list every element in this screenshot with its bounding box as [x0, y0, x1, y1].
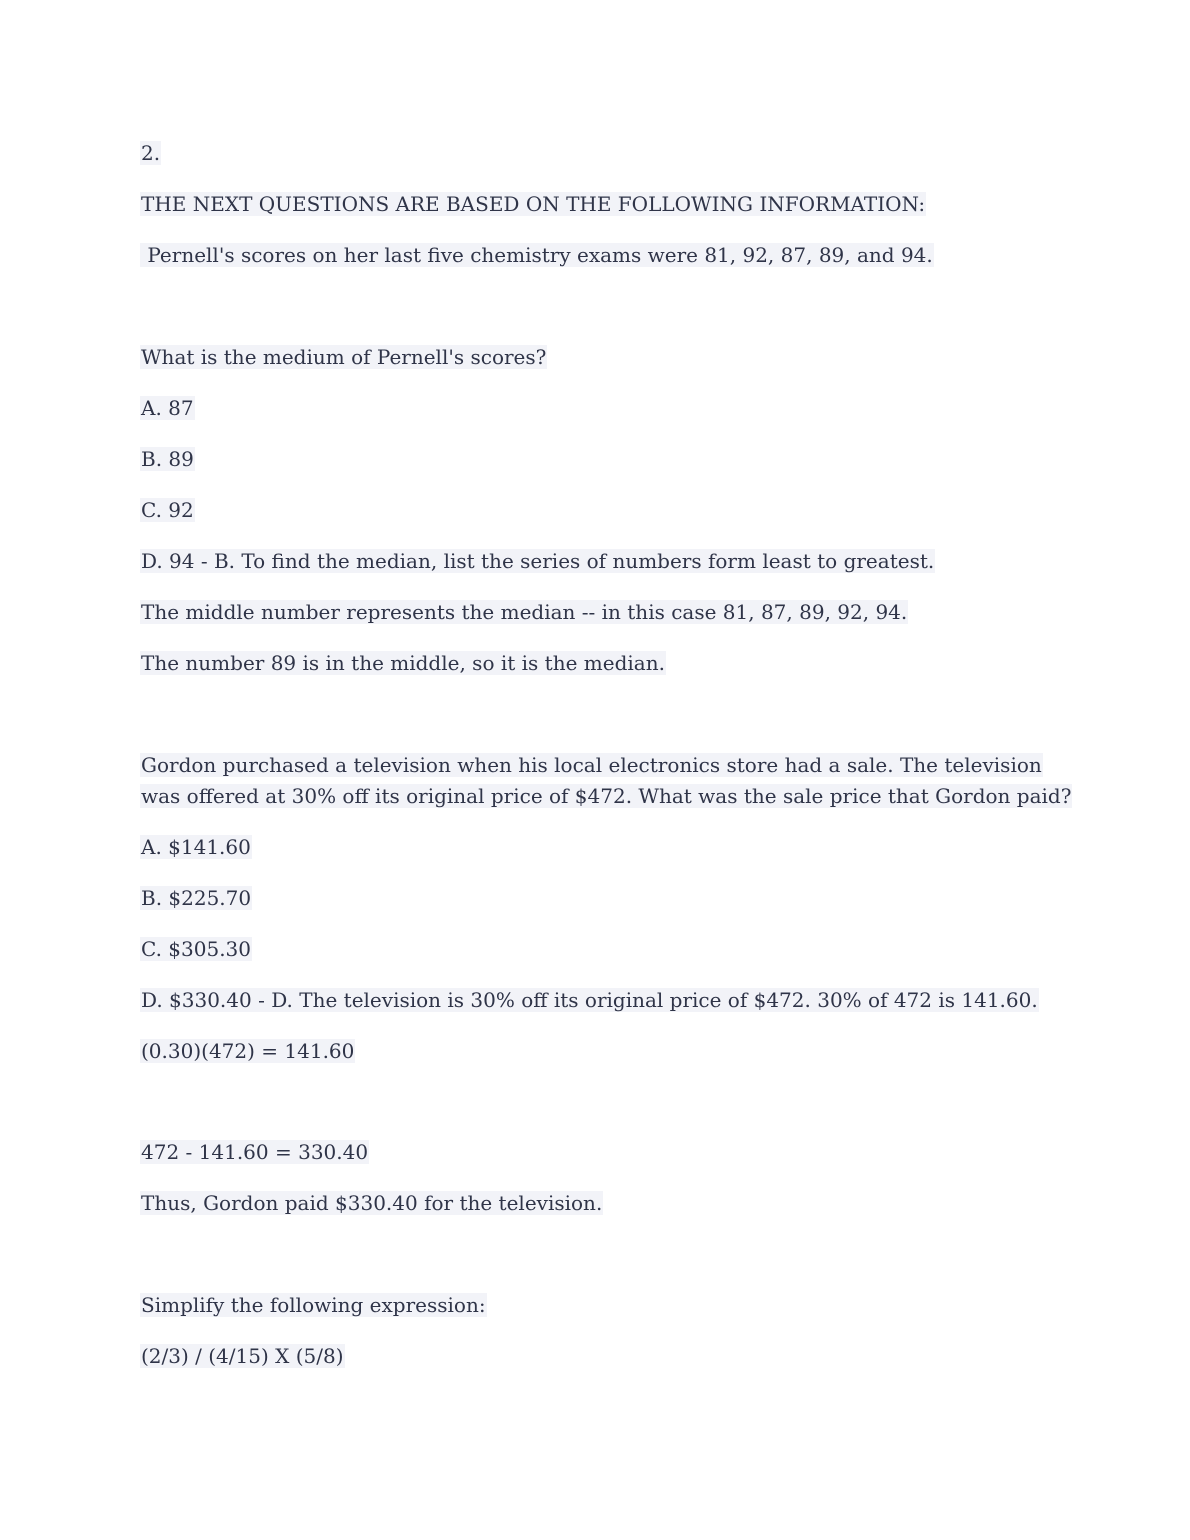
q1-option-d: D. 94 - B. To find the median, list the series of numbers form least to greatest.: [141, 549, 935, 573]
intro-heading: THE NEXT QUESTIONS ARE BASED ON THE FOLLOWING INFORMATION:: [141, 192, 926, 216]
q3-question: Simplify the following expression:: [141, 1293, 486, 1317]
q2-explanation-line: (0.30)(472) = 141.60: [141, 1039, 355, 1063]
q1-explanation-line: The number 89 is in the middle, so it is the median.: [141, 651, 665, 675]
q2-option-a: A. $141.60: [141, 835, 251, 859]
q2-option-c: C. $305.30: [141, 937, 252, 961]
q2-question-line: Gordon purchased a television when his local electronics store had a sale. The television: [141, 753, 1042, 777]
q2-question-line: was offered at 30% off its original price of $472. What was the sale price that Gordon paid?: [141, 784, 1072, 808]
question-number: 2.: [141, 141, 161, 165]
q1-option-c: C. 92: [141, 498, 194, 522]
q1-explanation-line: The middle number represents the median -- in this case 81, 87, 89, 92, 94.: [141, 600, 908, 624]
q1-option-b: B. 89: [141, 447, 194, 471]
q3-expression: (2/3) / (4/15) X (5/8): [141, 1344, 344, 1368]
q2-option-b: B. $225.70: [141, 886, 252, 910]
q2-explanation-line: Thus, Gordon paid $330.40 for the television.: [141, 1191, 603, 1215]
q1-question: What is the medium of Pernell's scores?: [141, 345, 547, 369]
q2-explanation-line: 472 - 141.60 = 330.40: [141, 1140, 369, 1164]
intro-text: Pernell's scores on her last five chemistry exams were 81, 92, 87, 89, and 94.: [141, 243, 933, 267]
q1-option-a: A. 87: [141, 396, 194, 420]
q2-option-d: D. $330.40 - D. The television is 30% off its original price of $472. 30% of 472 is 141.60.: [141, 988, 1038, 1012]
